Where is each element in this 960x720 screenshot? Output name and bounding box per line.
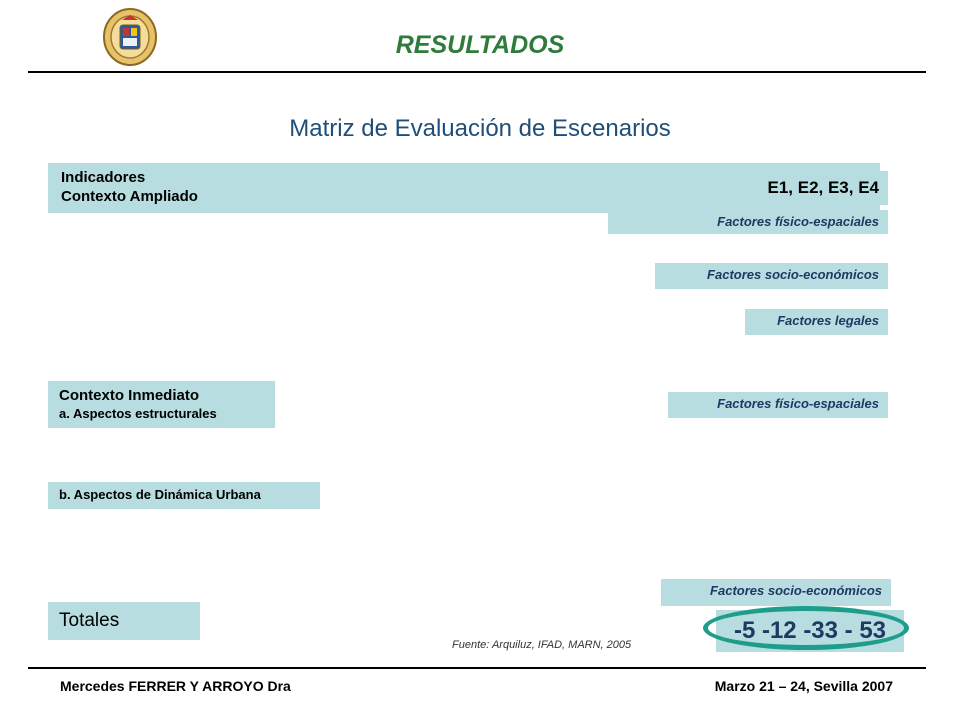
factor-legales: Factores legales xyxy=(745,309,888,335)
footer-divider xyxy=(28,667,926,669)
dinamica-urbana-box xyxy=(48,482,320,509)
footer-date: Marzo 21 – 24, Sevilla 2007 xyxy=(714,678,893,694)
totales-box xyxy=(48,602,200,640)
totals-value: -5 -12 -33 - 53 xyxy=(733,617,887,644)
contexto-inmediato-label: Contexto Inmediato xyxy=(59,387,200,404)
factor-fisico-espaciales-2: Factores físico-espaciales xyxy=(668,392,888,418)
factor-socio-economicos-1: Factores socio-económicos xyxy=(655,263,888,289)
source-note: Fuente: Arquiluz, IFAD, MARN, 2005 xyxy=(452,639,632,651)
aspectos-dinamica-label: b. Aspectos de Dinámica Urbana xyxy=(59,487,261,502)
contexto-ampliado-label: Contexto Ampliado xyxy=(61,188,198,205)
highlight-ellipse xyxy=(703,606,909,650)
factor-socio-economicos-2: Factores socio-económicos xyxy=(661,579,891,606)
matrix-subtitle: Matriz de Evaluación de Escenarios xyxy=(289,115,671,142)
aspectos-estructurales-label: a. Aspectos estructurales xyxy=(59,406,217,421)
contexto-inmediato-box xyxy=(48,381,275,428)
page-title: RESULTADOS xyxy=(395,31,565,59)
footer-author: Mercedes FERRER Y ARROYO Dra xyxy=(60,678,291,694)
header-divider xyxy=(28,71,926,73)
totales-label: Totales xyxy=(59,610,120,631)
indicadores-label: Indicadores xyxy=(61,169,146,186)
scenarios-label: E1, E2, E3, E4 xyxy=(767,178,879,197)
factor-fisico-espaciales-1: Factores físico-espaciales xyxy=(608,210,888,234)
scenarios-header xyxy=(727,171,888,205)
